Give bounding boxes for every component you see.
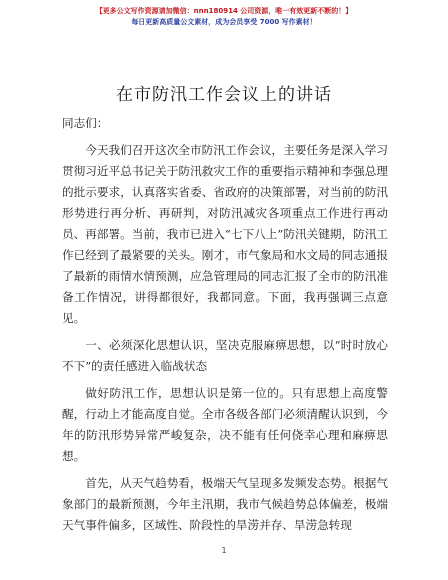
page-number: 1 bbox=[221, 546, 227, 555]
document-title: 在市防汛工作会议上的讲话 bbox=[116, 85, 332, 105]
promo-line-2: 每日更新高质量公文素材，成为会员享受 7000 写作素材！ bbox=[131, 18, 317, 26]
document-body bbox=[62, 113, 388, 538]
promo-banner bbox=[0, 6, 448, 28]
promo-line-1: 【更多公文写作资源请加微信：nnn180914 公司资源，唯一有效更新不断的！】 bbox=[95, 7, 353, 15]
salutation: 同志们： bbox=[62, 116, 109, 130]
paragraph-weather: 首先，从天气趋势看，极端天气呈现多发频发态势。根据气象部门的最新预测，今年主汛期，我市气候趋势总体偏差，极端天气事件偏多，区域性、阶段性的旱涝并存、旱涝急转现 bbox=[62, 476, 388, 532]
paragraph-ideology: 做好防汛工作，思想认识是第一位的。只有思想上高度警醒，行动上才能高度自觉。全市各级各部门必须清醒认识到，今年的防汛形势异常严峻复杂，决不能有任何侥幸心理和麻痹思想。 bbox=[62, 386, 388, 463]
paragraph-intro: 今天我们召开这次全市防汛工作会议，主要任务是深入学习贯彻习近平总书记关于防汛救灾工作的重要指示精神和李强总理的批示要求，认真落实省委、省政府的决策部署，对当前的防汛形势进行再分析、再研判，对防汛减灾各项重点工作进行再动员、再部署。当前，我市已进入“七下八上”防汛关键期，防汛工作已经到了最紧要的关头。刚才，市气象局和水文局的同志通报了最新的雨情水情预测，应急管理局的同志汇报了全市的防汛准备工作情况，讲得都很好，我都同意。下面，我再强调三点意见。 bbox=[62, 143, 388, 325]
section-heading-1: 一、必须深化思想认识，坚决克服麻痹思想，以“时时放心不下”的责任感进入临战状态 bbox=[62, 338, 388, 373]
